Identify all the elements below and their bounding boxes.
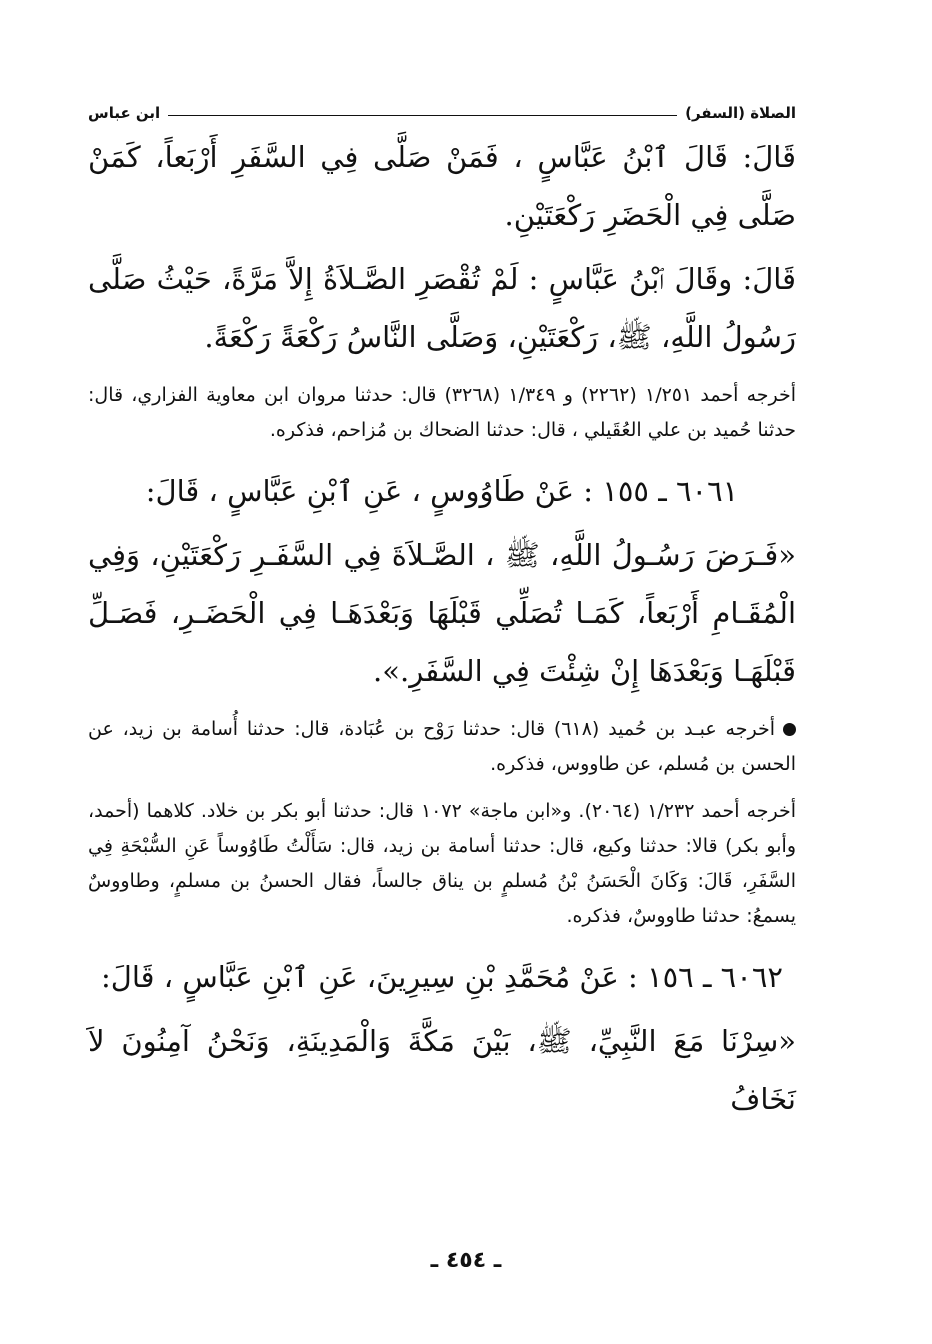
hadith-text: «سِرْنَا مَعَ النَّبِيِّ، ﷺ، بَيْنَ مَكَّةَ وَالْمَدِينَةِ، وَنَحْنُ آمِنُونَ لاَ نَخَافُ <box>88 1024 796 1116</box>
page-number: ـ ٤٥٤ ـ <box>430 1248 502 1273</box>
header-narrator: ابن عباس <box>88 104 161 122</box>
hadith-heading: ٦٠٦٢ ـ ١٥٦ : عَنْ مُحَمَّدِ بْنِ سِيرِينَ، عَنِ ٱبْنِ عَبَّاسٍ ، قَالَ: <box>101 960 783 994</box>
page-body <box>88 96 796 1128</box>
header-chapter-title: الصلاة (السفر) <box>685 104 796 122</box>
takhrij-note-text: أخرجه عبـد بن حُميد (٦١٨) قال: حدثنا رَوْح بن عُبَادة، قال: حدثنا أُسامة بن زيد، عن الحسن بن مُسلم، عن طاووس، فذكره. <box>88 718 796 775</box>
bullet-icon <box>783 723 796 736</box>
hadith-heading: ٦٠٦١ ـ ١٥٥ : عَنْ طَاوُوسٍ ، عَنِ ٱبْنِ عَبَّاسٍ ، قَالَ: <box>145 474 739 508</box>
hadith-text: قَالَ: قَالَ ٱبْنُ عَبَّاسٍ ، فَمَنْ صَلَّى فِي السَّفَرِ أَرْبَعاً، كَمَنْ صَلَّى فِي الْحَضَرِ رَكْعَتَيْنِ. <box>88 140 796 232</box>
takhrij-note-bullet <box>88 712 796 782</box>
hadith-text: «فَـرَضَ رَسُـولُ اللَّهِ، ﷺ ، الصَّـلاَةَ فِي السَّفَـرِ رَكْعَتَيْنِ، وَفِي الْمُقَـامِ أَرْبَعاً، كَمَـا تُصَلِّي قَبْلَهَا وَبَعْدَهَـا فِي الْحَضَـرِ، فَصَـلِّ قَبْلَهَـا وَبَعْدَهَا إِنْ شِئْتَ فِي السَّفَرِ.». <box>88 538 796 688</box>
hadith-text: قَالَ: وقَالَ ٱبْنُ عَبَّاسٍ : لَمْ تُقْصَرِ الصَّـلاَةُ إِلاَّ مَرَّةً، حَيْثُ صَلَّى رَسُولُ اللَّهِ، ﷺ، رَكْعَتَيْنِ، وَصَلَّى النَّاسُ رَكْعَةً رَكْعَةً. <box>88 262 796 354</box>
takhrij-note: أخرجه أحمد ١/٢٣٢ (٢٠٦٤). و«ابن ماجة» ١٠٧٢ قال: حدثنا أبو بكر بن خلاد. كلاهما (أحمد، وأبو بكر) قالا: حدثنا وكيع، قال: حدثنا أسامة بن زيد، قال: سَأَلْتُ طَاوُوساً عَنِ السُّبْحَةِ فِي السَّفَرِ، قَالَ: وَكَانَ الْحَسَنُ بْنُ مُسلمٍ بن يناق جالساً، فقال الحسنُ بن مسلمٍ، وطاووسٌ يسمعُ: حدثنا طاووسٌ، فذكره. <box>88 800 797 927</box>
running-header <box>88 96 796 122</box>
takhrij-note: أخرجه أحمد ١/٢٥١ (٢٢٦٢) و ١/٣٤٩ (٣٢٦٨) قال: حدثنا مروان ابن معاوية الفزاري، قال: حدثنا حُميد بن علي العُقَيلي ، قال: حدثنا الضحاك بن مُزاحم، فذكره. <box>88 384 797 441</box>
header-rule <box>168 115 677 116</box>
